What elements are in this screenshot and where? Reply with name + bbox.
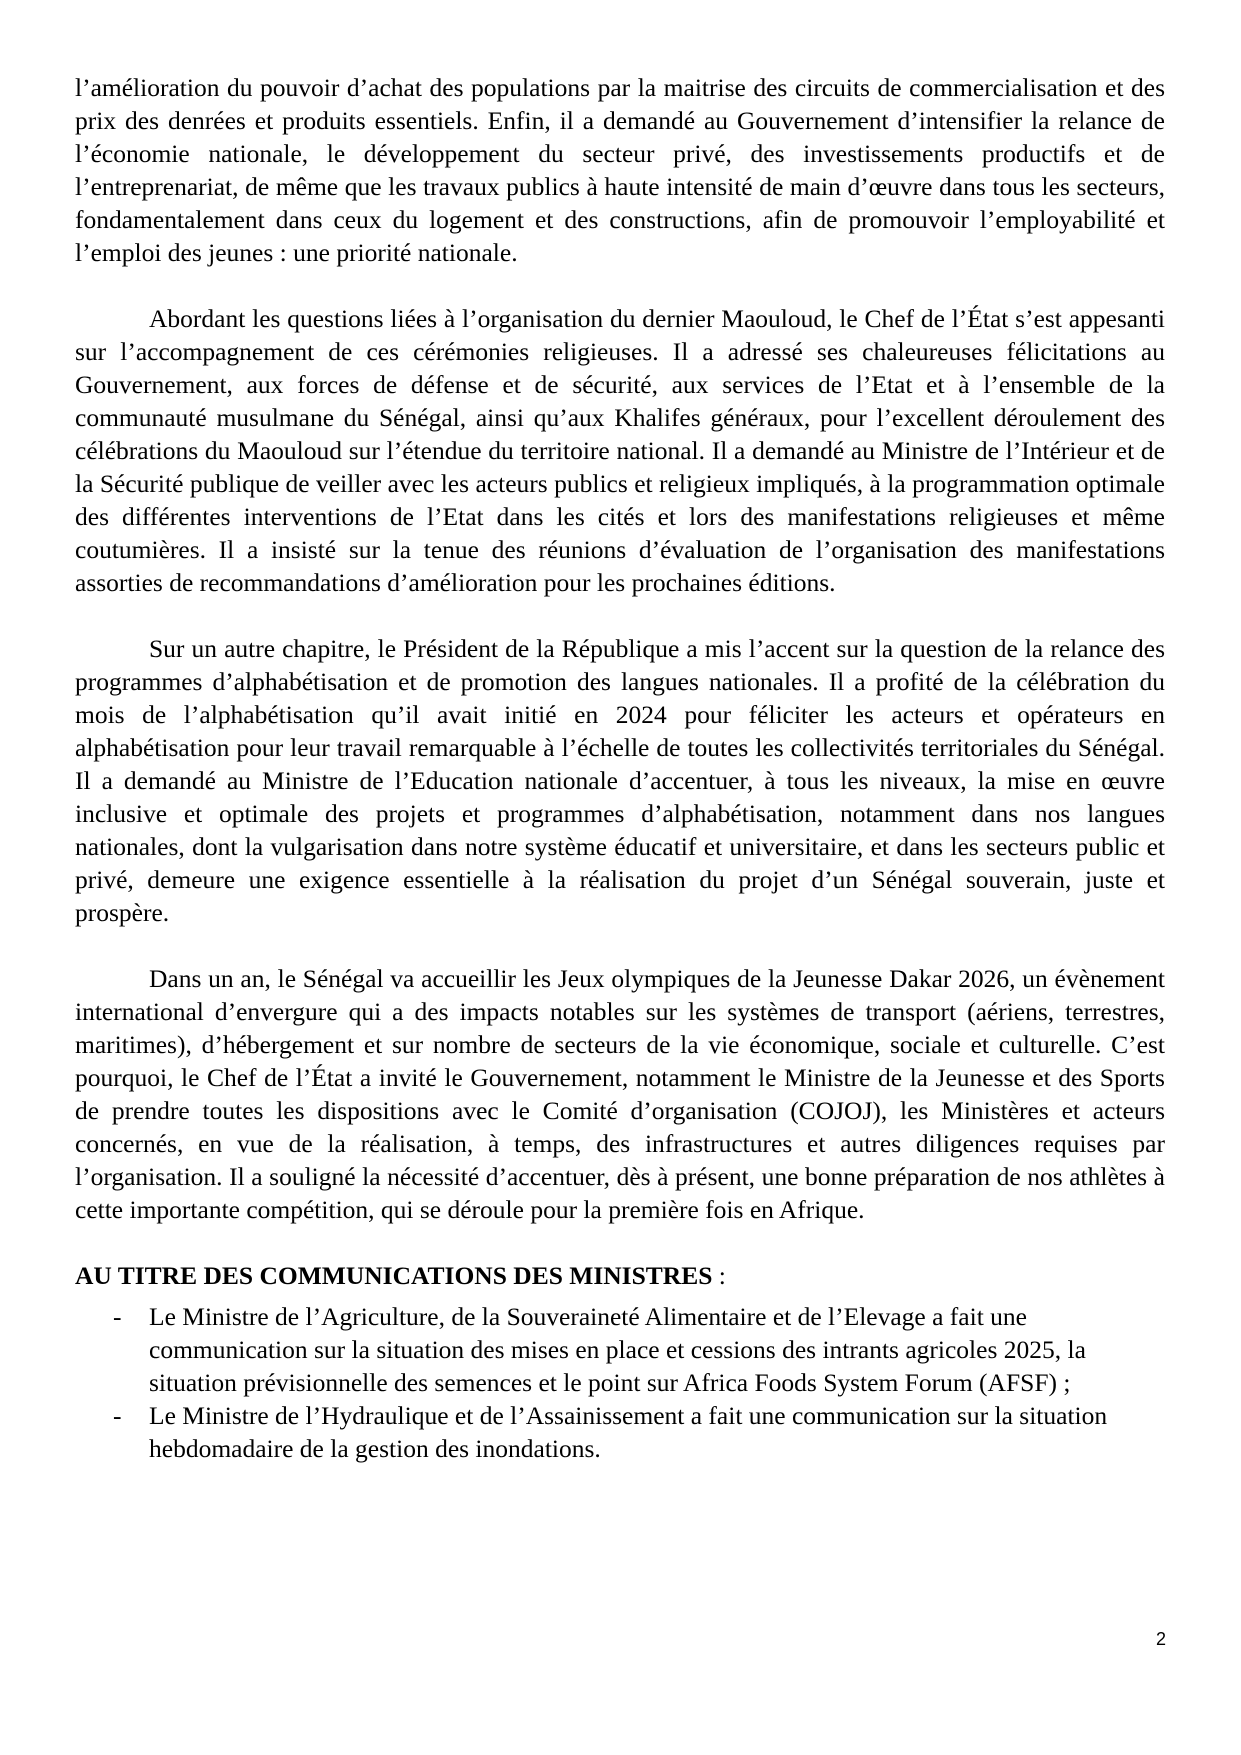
section-heading-suffix: :	[712, 1261, 726, 1290]
communications-list	[75, 1300, 1165, 1465]
paragraph-maouloud: Abordant les questions liées à l’organisation du dernier Maouloud, le Chef de l’État s’est appesanti sur l’accompagnement de ces cérémonies religieuses. Il a adressé ses chaleureuses félicitations au Gouvernement, aux forces de défense et de sécurité, aux services de l’Etat et à l’ensemble de la communauté musulmane du Sénégal, ainsi qu’aux Khalifes généraux, pour l’excellent déroulement des célébrations du Maouloud sur l’étendue du territoire national. Il a demandé au Ministre de l’Intérieur et de la Sécurité publique de veiller avec les acteurs publics et religieux impliqués, à la programmation optimale des différentes interventions de l’Etat dans les cités et lors des manifestations religieuses et même coutumières. Il a insisté sur la tenue des réunions d’évaluation de l’organisation des manifestations assorties de recommandations d’amélioration pour les prochaines éditions.	[75, 304, 1165, 597]
section-heading-title: AU TITRE DES COMMUNICATIONS DES MINISTRES	[75, 1261, 713, 1290]
section-heading	[75, 1259, 1165, 1292]
document-body	[75, 71, 1165, 1465]
paragraph-youth-olympics: Dans un an, le Sénégal va accueillir les Jeux olympiques de la Jeunesse Dakar 2026, un évènement international d’envergure qui a des impacts notables sur les systèmes de transport (aériens, terrestres, maritimes), d’hébergement et sur nombre de secteurs de la vie économique, sociale et culturelle. C’est pourquoi, le Chef de l’État a invité le Gouvernement, notamment le Ministre de la Jeunesse et des Sports de prendre toutes les dispositions avec le Comité d’organisation (COJOJ), les Ministères et acteurs concernés, en vue de la réalisation, à temps, des infrastructures et autres diligences requises par l’organisation. Il a souligné la nécessité d’accentuer, dès à présent, une bonne préparation de nos athlètes à cette importante compétition, qui se déroule pour la première fois en Afrique.	[75, 964, 1165, 1224]
list-item	[75, 1399, 1165, 1465]
list-item	[75, 1300, 1165, 1399]
paragraph-purchasing-power: l’amélioration du pouvoir d’achat des populations par la maitrise des circuits de commercialisation et des prix des denrées et produits essentiels. Enfin, il a demandé au Gouvernement d’intensifier la relance de l’économie nationale, le développement du secteur privé, des investissements productifs et de l’entreprenariat, de même que les travaux publics à haute intensité de main d’œuvre dans tous les secteurs, fondamentalement dans ceux du logement et des constructions, afin de promouvoir l’employabilité et l’emploi des jeunes : une priorité nationale.	[75, 73, 1165, 267]
list-item-text: Le Ministre de l’Hydraulique et de l’Assainissement a fait une communication sur la situation hebdomadaire de la gestion des inondations.	[149, 1401, 1108, 1463]
page-number: 2	[1155, 1629, 1166, 1649]
list-dash: -	[113, 1302, 122, 1331]
list-item-text: Le Ministre de l’Agriculture, de la Souveraineté Alimentaire et de l’Elevage a fait une communication sur la situation des mises en place et cessions des intrants agricoles 2025, la situation prévisionnelle des semences et le point sur Africa Foods System Forum (AFSF) ;	[149, 1302, 1086, 1397]
paragraph-literacy: Sur un autre chapitre, le Président de la République a mis l’accent sur la question de la relance des programmes d’alphabétisation et de promotion des langues nationales. Il a profité de la célébration du mois de l’alphabétisation qu’il avait initié en 2024 pour féliciter les acteurs et opérateurs en alphabétisation pour leur travail remarquable à l’échelle de toutes les collectivités territoriales du Sénégal. Il a demandé au Ministre de l’Education nationale d’accentuer, à tous les niveaux, la mise en œuvre inclusive et optimale des projets et programmes d’alphabétisation, notamment dans nos langues nationales, dont la vulgarisation dans notre système éducatif et universitaire, et dans les secteurs public et privé, demeure une exigence essentielle à la réalisation du projet d’un Sénégal souverain, juste et prospère.	[75, 634, 1165, 927]
list-dash: -	[113, 1401, 122, 1430]
